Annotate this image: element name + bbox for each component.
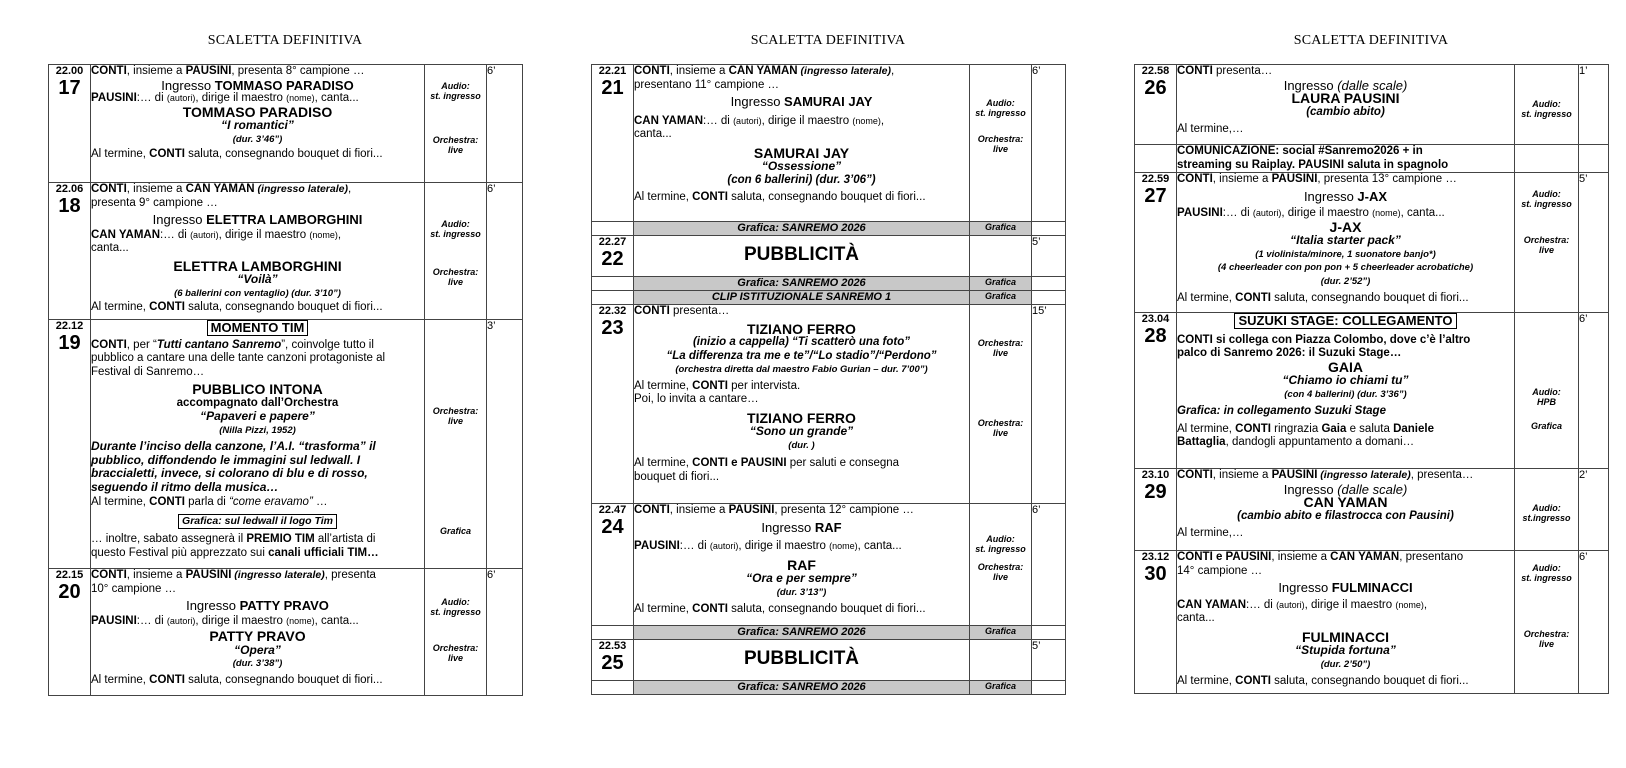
ad-break-label: PUBBLICITÀ — [743, 648, 860, 669]
page-1 — [48, 0, 522, 768]
rundown-row — [592, 236, 1066, 277]
content-cell: CONTI, insieme a PAUSINI, presenta 8° campione … Ingresso TOMMASO PARADISO PAUSINI:… di (autori), dirige il maestro (nome), canta... TOMMASO PARADISO “I romantici” (dur. 3’46”) Al termine, CONTI saluta, consegnando bouquet di fiori... — [91, 65, 425, 183]
content-cell — [634, 236, 970, 277]
song-title: “I romantici” — [221, 118, 294, 132]
time-cell: 22.21 21 — [592, 65, 634, 222]
time-label: 22.00 — [55, 65, 84, 77]
content-cell: CONTI, insieme a CAN YAMAN (ingresso laterale), presenta 9° campione … Ingresso ELETTRA LAMBORGHINI CAN YAMAN:… di (autori), dirige il maestro (nome), canta... ELETTRA LAMBORGHINI “Voilà” (6 ballerini con ventaglio) (dur. 3’10”) Al termine, CONTI saluta, consegnando bouquet di fiori... — [91, 183, 425, 320]
artist-name: SAMURAI JAY — [753, 144, 850, 161]
time-cell: 22.59 27 — [1135, 173, 1177, 313]
rundown-row — [592, 504, 1066, 626]
time-cell: 22.15 20 — [49, 569, 91, 696]
time-cell: 23.10 29 — [1135, 469, 1177, 551]
time-cell: 22.12 19 — [49, 320, 91, 569]
artist-name: ELETTRA LAMBORGHINI — [173, 257, 342, 274]
artist-name: CAN YAMAN — [1303, 494, 1388, 510]
communication-row: COMUNICAZIONE: social #Sanremo2026 + in streaming su Raiplay. PAUSINI saluta in spagnolo — [1135, 145, 1609, 173]
notes-cell: Audio: st. ingresso Orchestra: live — [425, 183, 487, 320]
artist-name: J-AX — [1329, 218, 1362, 235]
rundown-row — [49, 320, 523, 569]
page-title: SCALETTA DEFINITIVA — [207, 33, 363, 48]
song-title: “Sono un grande” — [749, 424, 854, 438]
time-cell: 22.06 18 — [49, 183, 91, 320]
notes-cell: Audio: st. ingresso Orchestra: live — [1515, 173, 1579, 313]
rundown-table — [48, 64, 523, 696]
duration-cell: 3’ — [487, 320, 523, 569]
page-3 — [1134, 0, 1608, 768]
segment-heading: SUZUKI STAGE: COLLEGAMENTO — [1234, 313, 1456, 329]
song-title: “Italia starter pack” — [1290, 233, 1401, 247]
notes-cell: Audio: HPB Grafica — [1515, 313, 1579, 469]
graphics-row: Grafica: SANREMO 2026 Grafica — [592, 277, 1066, 291]
rundown-table — [591, 64, 1066, 695]
duration-cell: 5’ — [1032, 640, 1066, 681]
notes-cell: Orchestra: live Grafica — [425, 320, 487, 569]
song-title: “Stupida fortuna” — [1295, 643, 1396, 657]
clip-row: CLIP ISTITUZIONALE SANREMO 1 Grafica — [592, 291, 1066, 305]
rundown-row — [49, 569, 523, 696]
duration-cell: 5’ — [1579, 173, 1609, 313]
content-cell: CONTI, insieme a CAN YAMAN (ingresso laterale), presentano 11° campione … Ingresso SAMURAI JAY CAN YAMAN:… di (autori), dirige il maestro (nome), canta... SAMURAI JAY “Ossessione” (con 6 ballerini) (dur. 3’06”) Al termine, CONTI saluta, consegnando bouquet di fiori... — [634, 65, 970, 222]
content-cell: CONTI presenta… TIZIANO FERRO (inizio a cappella) “Ti scatterò una foto” “La differenza tra me e te”/“Lo stadio”/“Perdono” (orchestra diretta dal maestro Fabio Gurian – dur. 7’00”) Al termine, CONTI per intervista. Poi, lo invita a cantare… TIZIANO FERRO “Sono un grande” (dur. ) Al termine, CONTI e PAUSINI per saluti e consegna bouquet di fiori... — [634, 305, 970, 504]
notes-cell: Audio: st. ingresso Orchestra: live — [425, 65, 487, 183]
duration-cell: 6’ — [1032, 65, 1066, 222]
rundown-row — [49, 65, 523, 183]
notes-cell: Audio: st. ingresso Orchestra: live — [970, 504, 1032, 626]
notes-cell: Audio: st. ingresso Orchestra: live — [425, 569, 487, 696]
content-cell: CONTI, insieme a PAUSINI (ingresso laterale), presenta 10° campione … Ingresso PATTY PRAVO PAUSINI:… di (autori), dirige il maestro (nome), canta... PATTY PRAVO “Opera” (dur. 3’38”) Al termine, CONTI saluta, consegnando bouquet di fiori... — [91, 569, 425, 696]
content-cell: MOMENTO TIM CONTI, per “Tutti cantano Sanremo”, coinvolge tutto il pubblico a cantare una delle tante canzoni protagoniste al Festival di Sanremo… PUBBLICO INTONA accompagnato dall’Orchestra “Papaveri e papere” (Nilla Pizzi, 1952) Durante l’inciso della canzone, l’A.I. “trasforma” il pubblico, diffondendo le immagini sul ledwall. I braccialetti, invece, si colorano di blu e di rosso, seguendo il ritmo della musica… Al termine, CONTI parla di “come eravamo” … Grafica: sul ledwall il logo Tim … inoltre, sabato assegnerà il PREMIO TIM all’artista di questo Festival più apprezzato sui canali ufficiali TIM… — [91, 320, 425, 569]
notes-cell: Audio: st. ingresso — [1515, 65, 1579, 145]
song-title: “Chiamo io chiami tu” — [1282, 373, 1409, 387]
artist-name: TOMMASO PARADISO — [182, 103, 333, 120]
content-cell — [634, 640, 970, 681]
notes-cell: Audio: st.ingresso — [1515, 469, 1579, 551]
rundown-row — [592, 65, 1066, 222]
time-cell: 23.04 28 — [1135, 313, 1177, 469]
rundown-table — [1134, 64, 1609, 694]
rundown-row — [592, 640, 1066, 681]
content-cell: SUZUKI STAGE: COLLEGAMENTO CONTI si collega con Piazza Colombo, dove c’è l’altro palco di Sanremo 2026: il Suzuki Stage… GAIA “Chiamo io chiami tu” (con 4 ballerini) (dur. 3’36”) Grafica: in collegamento Suzuki Stage Al termine, CONTI ringrazia Gaia e saluta Daniele Battaglia, dandogli appuntamento a domani… — [1177, 313, 1515, 469]
song-title: “Ora e per sempre” — [746, 571, 857, 585]
duration-cell: 6’ — [487, 569, 523, 696]
content-cell: CONTI, insieme a PAUSINI (ingresso laterale), presenta… Ingresso (dalle scale) CAN YAMAN (cambio abito e filastrocca con Pausini) Al termine,… — [1177, 469, 1515, 551]
ad-break-label: PUBBLICITÀ — [743, 244, 860, 265]
artist-name: GAIA — [1328, 358, 1363, 375]
sequence-number: 17 — [58, 77, 81, 99]
artist-name: FULMINACCI — [1301, 628, 1390, 645]
duration-cell: 6’ — [1579, 313, 1609, 469]
graphics-row: Grafica: SANREMO 2026 Grafica — [592, 681, 1066, 695]
segment-heading: MOMENTO TIM — [207, 320, 309, 336]
content-cell: CONTI, insieme a PAUSINI, presenta 13° campione … Ingresso J-AX PAUSINI:… di (autori), dirige il maestro (nome), canta... J-AX “Italia starter pack” (1 violinista/minore, 1 suonatore banjo*) (4 cheerleader con pon pon + 5 cheerleader acrobatiche) (dur. 2’52”) Al termine, CONTI saluta, consegnando bouquet di fiori... — [1177, 173, 1515, 313]
content-cell: CONTI, insieme a PAUSINI, presenta 12° campione … Ingresso RAF PAUSINI:… di (autori), dirige il maestro (nome), canta... RAF “Ora e per sempre” (dur. 3’13”) Al termine, CONTI saluta, consegnando bouquet di fiori... — [634, 504, 970, 626]
graphics-row: Grafica: SANREMO 2026 Grafica — [592, 626, 1066, 640]
rundown-row — [1135, 469, 1609, 551]
duration-cell: 6’ — [487, 65, 523, 183]
duration-cell: 5’ — [1032, 236, 1066, 277]
page-title: SCALETTA DEFINITIVA — [750, 33, 906, 48]
time-cell — [49, 65, 91, 183]
content-cell: CONTI e PAUSINI, insieme a CAN YAMAN, presentano 14° campione … Ingresso FULMINACCI CAN YAMAN:… di (autori), dirige il maestro (nome), canta... FULMINACCI “Stupida fortuna” (dur. 2’50”) Al termine, CONTI saluta, consegnando bouquet di fiori... — [1177, 551, 1515, 694]
rundown-row — [1135, 313, 1609, 469]
duration-cell: 1’ — [1579, 65, 1609, 145]
graphics-row: Grafica: SANREMO 2026 Grafica — [592, 222, 1066, 236]
duration-cell: 6’ — [487, 183, 523, 320]
page-2 — [591, 0, 1065, 768]
rundown-row — [1135, 551, 1609, 694]
time-cell: 22.47 24 — [592, 504, 634, 626]
song-title: “Opera” — [234, 642, 281, 657]
page-title: SCALETTA DEFINITIVA — [1293, 33, 1449, 48]
artist-name: PATTY PRAVO — [209, 628, 306, 644]
time-cell: 23.12 30 — [1135, 551, 1177, 694]
song-title: “Voilà” — [237, 272, 278, 286]
time-cell: 22.27 22 — [592, 236, 634, 277]
artist-name: TIZIANO FERRO — [747, 320, 856, 337]
notes-cell: Orchestra: live Orchestra: live — [970, 305, 1032, 504]
duration-cell: 6’ — [1579, 551, 1609, 694]
rundown-row — [1135, 65, 1609, 145]
duration-cell: 2’ — [1579, 469, 1609, 551]
artist-name: TIZIANO FERRO — [747, 409, 856, 426]
time-cell: 22.58 26 — [1135, 65, 1177, 145]
song-title: “Ossessione” — [761, 159, 842, 173]
duration-cell: 6’ — [1032, 504, 1066, 626]
content-cell: CONTI presenta… Ingresso (dalle scale) LAURA PAUSINI (cambio abito) Al termine,… — [1177, 65, 1515, 145]
time-cell: 22.53 25 — [592, 640, 634, 681]
artist-name: LAURA PAUSINI — [1291, 90, 1400, 106]
notes-cell: Audio: st. ingresso Orchestra: live — [970, 65, 1032, 222]
song-title: “Papaveri e papere” — [200, 409, 315, 423]
rundown-row — [592, 305, 1066, 504]
time-cell: 22.32 23 — [592, 305, 634, 504]
duration-cell: 15’ — [1032, 305, 1066, 504]
rundown-row — [1135, 173, 1609, 313]
notes-cell: Audio: st. ingresso Orchestra: live — [1515, 551, 1579, 694]
artist-name: RAF — [787, 556, 816, 573]
rundown-row — [49, 183, 523, 320]
